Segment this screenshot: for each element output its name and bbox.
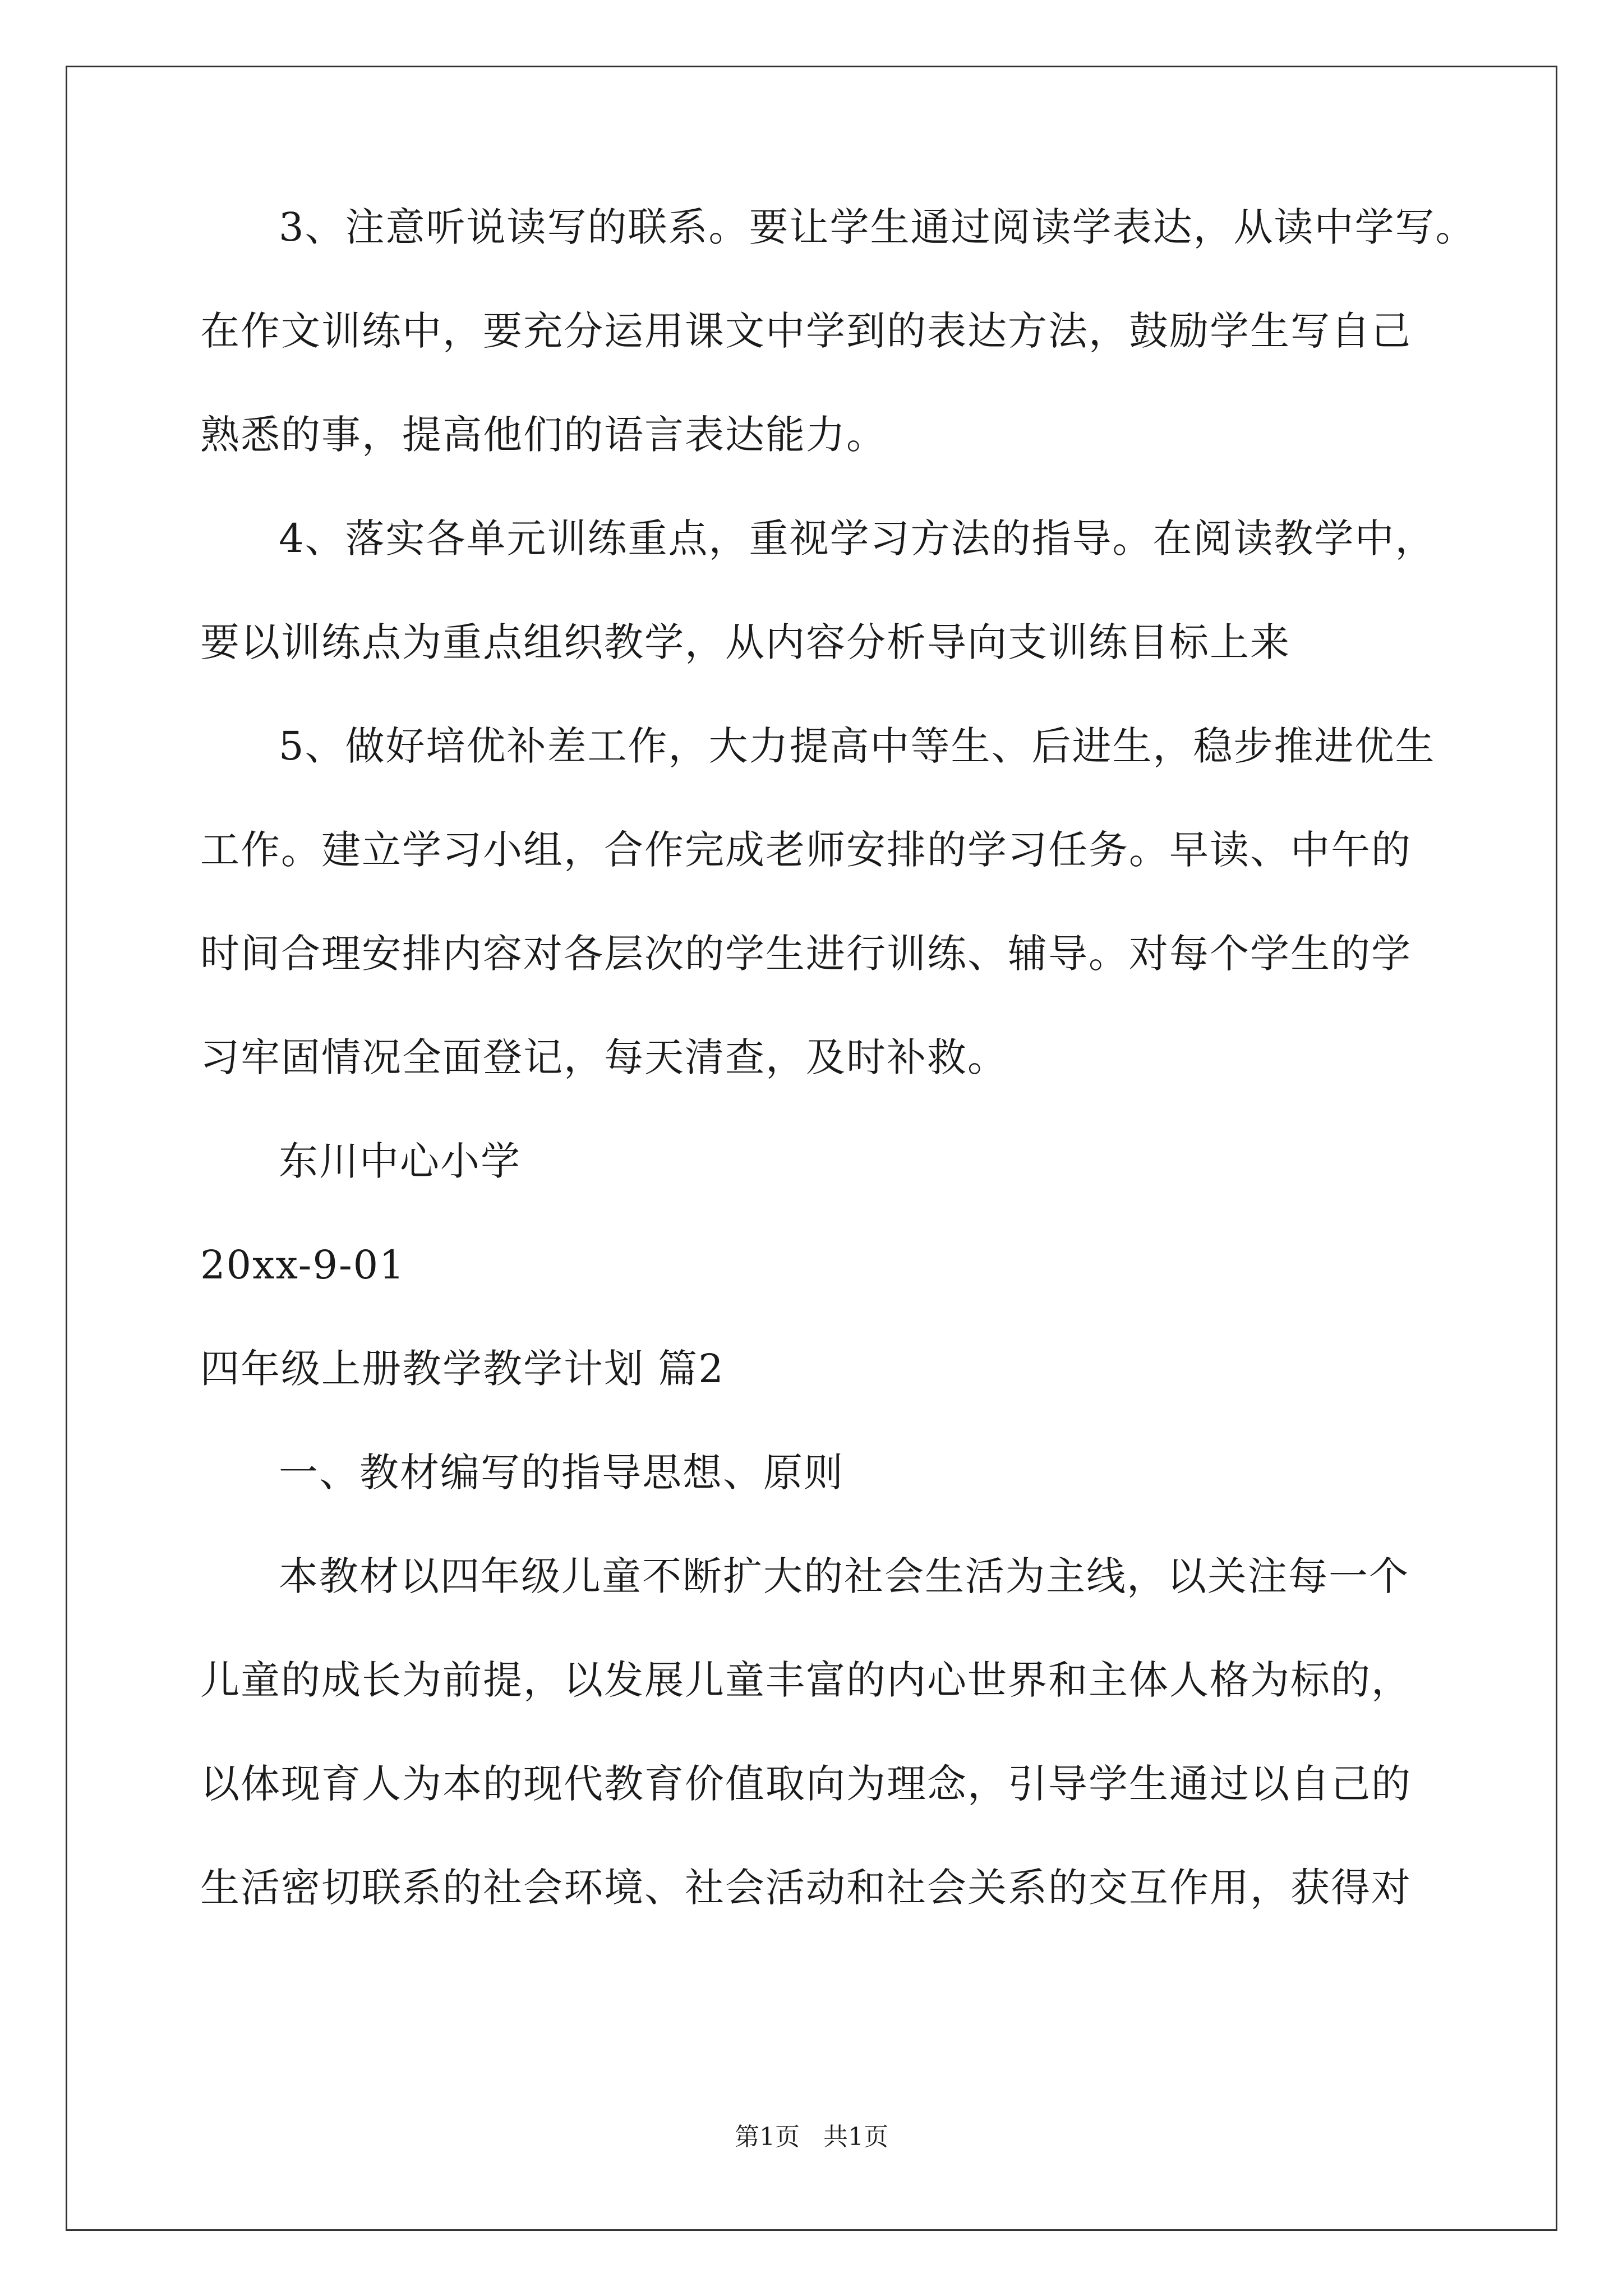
text-line: 以体现育人为本的现代教育价值取向为理念，引导学生通过以自己的 xyxy=(200,1761,1412,1807)
text-line: 3、注意听说读写的联系。要让学生通过阅读学表达，从读中学写。 xyxy=(279,204,1476,250)
text-line: 儿童的成长为前提，以发展儿童丰富的内心世界和主体人格为标的， xyxy=(200,1657,1412,1703)
text-line: 工作。建立学习小组，合作完成老师安排的学习任务。早读、中午的 xyxy=(200,827,1412,873)
text-line: 本教材以四年级儿童不断扩大的社会生活为主线，以关注每一个 xyxy=(279,1553,1409,1599)
school-name: 东川中心小学 xyxy=(279,1138,521,1184)
text-line: 5、做好培优补差工作，大力提高中等生、后进生，稳步推进优生 xyxy=(279,723,1436,769)
text-line: 4、落实各单元训练重点，重视学习方法的指导。在阅读教学中， xyxy=(279,516,1436,562)
text-line: 生活密切联系的社会环境、社会活动和社会关系的交互作用，获得对 xyxy=(200,1865,1412,1911)
section-heading: 一、教材编写的指导思想、原则 xyxy=(279,1450,844,1496)
page-number-footer: 第1页 共1页 xyxy=(735,2123,888,2151)
text-line: 熟悉的事，提高他们的语言表达能力。 xyxy=(200,412,887,458)
text-line: 习牢固情况全面登记，每天清查，及时补救。 xyxy=(200,1034,1008,1080)
date-line: 20xx-9-01 xyxy=(200,1242,405,1288)
text-line: 要以训练点为重点组织教学，从内容分析导向支训练目标上来 xyxy=(200,619,1290,665)
text-line: 在作文训练中，要充分运用课文中学到的表达方法，鼓励学生写自己 xyxy=(200,308,1412,354)
text-line: 时间合理安排内容对各层次的学生进行训练、辅导。对每个学生的学 xyxy=(200,931,1412,977)
section-title: 四年级上册教学教学计划 篇2 xyxy=(200,1346,725,1392)
